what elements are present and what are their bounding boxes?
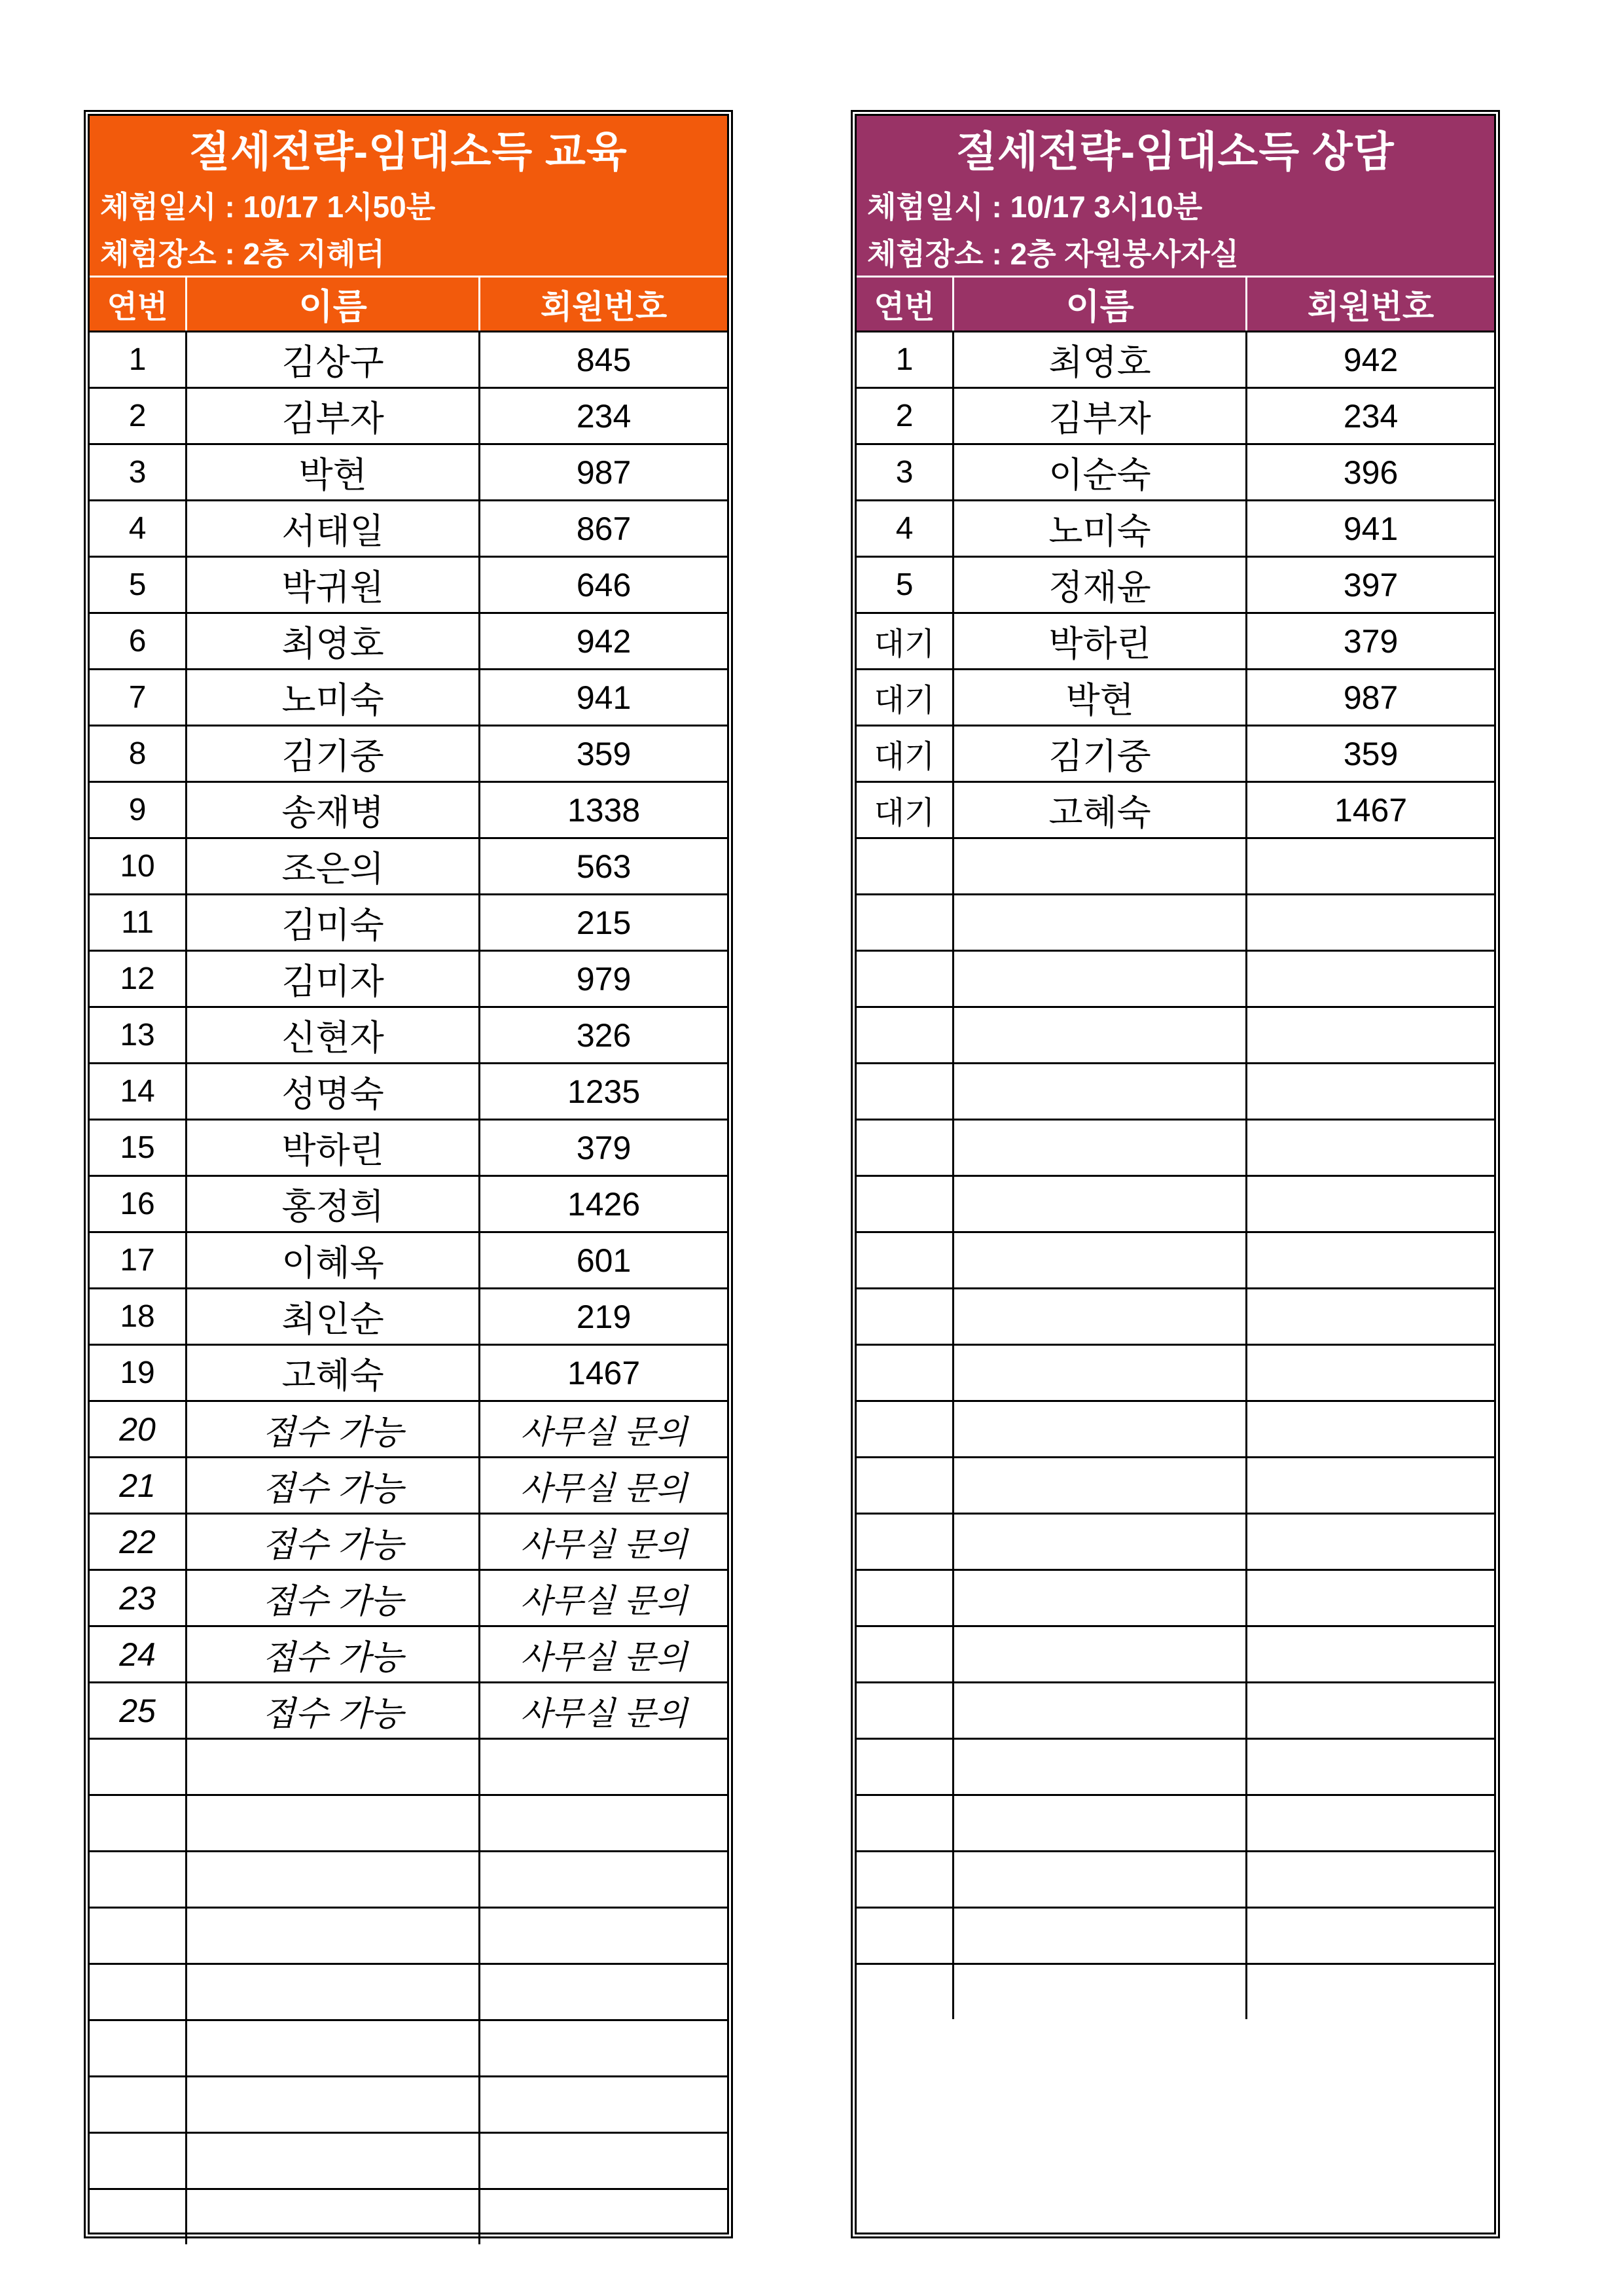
cell-name [952, 895, 1245, 950]
column-header-name: 이름 [952, 278, 1245, 331]
cell-no: 1 [895, 342, 914, 377]
cell-name: 조은의 [185, 839, 478, 893]
empty-row [857, 1456, 1494, 1513]
cell-no: 7 [128, 680, 147, 715]
session-location: 체험장소 : 2층 자원봉사자실 [867, 237, 1240, 271]
table-row [857, 387, 1494, 443]
cell-no: 2 [128, 399, 147, 433]
table-row [90, 499, 727, 556]
empty-row [90, 1963, 727, 2019]
cell-no [857, 1064, 952, 1119]
cell-member-number [1245, 1740, 1494, 1794]
cell-member-number [1245, 1458, 1494, 1513]
cell-no [857, 1121, 952, 1175]
cell-no: 대기 [874, 627, 935, 662]
cell-name [952, 1458, 1245, 1513]
empty-row [857, 1175, 1494, 1231]
cell-no: 3 [895, 455, 914, 490]
signup-table-consultation [851, 110, 1500, 2238]
cell-name [185, 1909, 478, 1963]
cell-no [857, 1683, 952, 1738]
cell-name: 박하린 [185, 1121, 478, 1175]
cell-member-number [478, 1796, 727, 1850]
cell-no: 대기 [874, 740, 935, 774]
cell-name [952, 1346, 1245, 1400]
table-row [90, 1006, 727, 1062]
empty-row [857, 1513, 1494, 1569]
table-title: 절세전략-임대소득 교육 [189, 128, 628, 175]
cell-member-number [478, 1909, 727, 1963]
cell-member-number: 987 [1245, 670, 1494, 725]
cell-name [185, 1852, 478, 1907]
cell-name: 접수 가능 [185, 1402, 478, 1456]
cell-name: 성명숙 [185, 1064, 478, 1119]
cell-member-number: 1426 [478, 1177, 727, 1231]
cell-no: 4 [895, 511, 914, 546]
cell-name [952, 1571, 1245, 1625]
cell-member-number: 397 [1245, 558, 1494, 612]
cell-member-number: 사무실 문의 [478, 1402, 727, 1456]
table-row [90, 1456, 727, 1513]
table-row [857, 668, 1494, 725]
table-row [90, 1344, 727, 1400]
table-row [857, 499, 1494, 556]
cell-name: 노미숙 [952, 501, 1245, 556]
cell-name [952, 1289, 1245, 1344]
cell-no [857, 1346, 952, 1400]
cell-no [857, 1909, 952, 1963]
cell-name [952, 1909, 1245, 1963]
empty-row [90, 1907, 727, 1963]
cell-member-number [478, 2077, 727, 2132]
cell-name [952, 1008, 1245, 1062]
cell-no [90, 1796, 185, 1850]
cell-member-number [1245, 1177, 1494, 1231]
cell-no: 대기 [874, 683, 935, 718]
cell-member-number: 979 [478, 952, 727, 1006]
table-row [90, 1625, 727, 1681]
cell-member-number: 1235 [478, 1064, 727, 1119]
cell-member-number: 379 [1245, 614, 1494, 668]
cell-no: 5 [895, 567, 914, 602]
column-header-row [857, 276, 1494, 331]
table-body [857, 331, 1494, 2233]
cell-member-number [478, 2134, 727, 2188]
cell-no [857, 1008, 952, 1062]
cell-member-number: 941 [1245, 501, 1494, 556]
table-row [857, 725, 1494, 781]
cell-name [185, 2190, 478, 2244]
cell-no [857, 839, 952, 893]
table-row [90, 668, 727, 725]
table-row [857, 781, 1494, 837]
cell-no [90, 1965, 185, 2019]
empty-row [857, 837, 1494, 893]
cell-no: 17 [120, 1243, 155, 1278]
cell-name [952, 1740, 1245, 1794]
cell-name: 접수 가능 [185, 1515, 478, 1569]
cell-no [857, 1571, 952, 1625]
cell-no [857, 1233, 952, 1287]
cell-member-number: 646 [478, 558, 727, 612]
cell-no: 9 [128, 793, 147, 827]
cell-no: 3 [128, 455, 147, 490]
cell-no: 23 [119, 1579, 156, 1617]
cell-name [952, 1177, 1245, 1231]
cell-member-number: 215 [478, 895, 727, 950]
cell-member-number: 1338 [478, 783, 727, 837]
empty-row [857, 893, 1494, 950]
cell-name: 고혜숙 [952, 783, 1245, 837]
table-row [90, 725, 727, 781]
cell-member-number [1245, 1571, 1494, 1625]
cell-no: 5 [128, 567, 147, 602]
cell-name: 김상구 [185, 332, 478, 387]
cell-no [857, 1965, 952, 2019]
cell-name [185, 1796, 478, 1850]
cell-member-number: 359 [1245, 726, 1494, 781]
cell-no: 20 [119, 1410, 156, 1448]
empty-row [90, 2019, 727, 2075]
cell-name: 홍정희 [185, 1177, 478, 1231]
cell-member-number [1245, 1796, 1494, 1850]
cell-no: 13 [120, 1018, 155, 1052]
cell-member-number [1245, 1683, 1494, 1738]
cell-no: 대기 [874, 796, 935, 831]
cell-no [857, 1515, 952, 1569]
cell-name: 최영호 [185, 614, 478, 668]
cell-member-number [1245, 1852, 1494, 1907]
cell-member-number: 396 [1245, 445, 1494, 499]
table-row [90, 612, 727, 668]
cell-member-number [478, 1852, 727, 1907]
cell-name: 김미자 [185, 952, 478, 1006]
cell-member-number [478, 1740, 727, 1794]
cell-no [90, 1852, 185, 1907]
cell-no [90, 1740, 185, 1794]
empty-row [857, 1625, 1494, 1681]
cell-no [90, 1909, 185, 1963]
table-row [90, 387, 727, 443]
cell-member-number: 1467 [478, 1346, 727, 1400]
empty-row [857, 1569, 1494, 1625]
cell-name [952, 1121, 1245, 1175]
column-header-name: 이름 [185, 278, 478, 331]
cell-name [952, 1515, 1245, 1569]
cell-member-number: 사무실 문의 [478, 1683, 727, 1738]
session-datetime: 체험일시 : 10/17 3시10분 [867, 190, 1203, 224]
table-header-block [857, 116, 1494, 331]
cell-name [952, 1627, 1245, 1681]
empty-row [857, 1963, 1494, 2019]
cell-member-number [1245, 1121, 1494, 1175]
cell-no: 19 [120, 1355, 155, 1390]
cell-member-number: 845 [478, 332, 727, 387]
cell-no: 16 [120, 1187, 155, 1221]
table-row [90, 1062, 727, 1119]
cell-member-number [1245, 1965, 1494, 2019]
cell-name [952, 839, 1245, 893]
cell-name: 정재윤 [952, 558, 1245, 612]
cell-member-number: 942 [1245, 332, 1494, 387]
cell-name: 노미숙 [185, 670, 478, 725]
cell-name: 접수 가능 [185, 1627, 478, 1681]
cell-name: 박하린 [952, 614, 1245, 668]
table-row [90, 1175, 727, 1231]
table-row [857, 331, 1494, 387]
cell-member-number: 941 [478, 670, 727, 725]
cell-no: 15 [120, 1130, 155, 1165]
session-datetime: 체험일시 : 10/17 1시50분 [100, 190, 436, 224]
empty-row [857, 1907, 1494, 1963]
cell-member-number: 사무실 문의 [478, 1458, 727, 1513]
empty-row [857, 1794, 1494, 1850]
column-header-row [90, 276, 727, 331]
cell-member-number [1245, 1008, 1494, 1062]
cell-no: 22 [119, 1523, 156, 1560]
empty-row [90, 2132, 727, 2188]
cell-member-number: 987 [478, 445, 727, 499]
empty-row [90, 1794, 727, 1850]
cell-member-number [478, 2021, 727, 2075]
cell-name [952, 1064, 1245, 1119]
cell-no [857, 1402, 952, 1456]
cell-no [857, 1627, 952, 1681]
cell-member-number [1245, 1627, 1494, 1681]
column-header-member: 회원번호 [478, 278, 727, 331]
cell-name [185, 2021, 478, 2075]
empty-row [90, 2075, 727, 2132]
table-row [857, 556, 1494, 612]
cell-name: 김기중 [185, 726, 478, 781]
empty-row [857, 1400, 1494, 1456]
cell-no [857, 1289, 952, 1344]
empty-row [90, 1738, 727, 1794]
cell-no [857, 1740, 952, 1794]
table-row [857, 443, 1494, 499]
cell-no: 10 [120, 849, 155, 884]
cell-name: 이혜옥 [185, 1233, 478, 1287]
cell-member-number [1245, 1909, 1494, 1963]
cell-member-number: 379 [478, 1121, 727, 1175]
empty-row [857, 1681, 1494, 1738]
cell-name: 고혜숙 [185, 1346, 478, 1400]
cell-name [952, 1233, 1245, 1287]
cell-no: 14 [120, 1074, 155, 1109]
cell-name: 접수 가능 [185, 1571, 478, 1625]
cell-member-number [1245, 1289, 1494, 1344]
cell-name [952, 952, 1245, 1006]
cell-member-number [1245, 1064, 1494, 1119]
column-header-no: 연번 [107, 290, 168, 325]
cell-name [952, 1683, 1245, 1738]
cell-name [952, 1796, 1245, 1850]
cell-name: 박귀원 [185, 558, 478, 612]
cell-name: 이순숙 [952, 445, 1245, 499]
cell-name: 최영호 [952, 332, 1245, 387]
table-row [90, 950, 727, 1006]
cell-member-number: 942 [478, 614, 727, 668]
table-row [90, 893, 727, 950]
cell-member-number: 563 [478, 839, 727, 893]
cell-no: 4 [128, 511, 147, 546]
cell-member-number: 사무실 문의 [478, 1627, 727, 1681]
cell-name [952, 1402, 1245, 1456]
table-row [90, 331, 727, 387]
cell-name: 김부자 [185, 389, 478, 443]
empty-row [857, 1062, 1494, 1119]
cell-no: 25 [119, 1692, 156, 1729]
cell-name [952, 1852, 1245, 1907]
table-header-block [90, 116, 727, 331]
cell-name: 접수 가능 [185, 1458, 478, 1513]
table-row [90, 837, 727, 893]
empty-row [857, 1850, 1494, 1907]
cell-name: 최인순 [185, 1289, 478, 1344]
cell-name [952, 1965, 1245, 2019]
cell-member-number [1245, 1402, 1494, 1456]
cell-member-number [1245, 1233, 1494, 1287]
table-row [90, 556, 727, 612]
cell-member-number: 234 [1245, 389, 1494, 443]
cell-no: 1 [128, 342, 147, 377]
cell-name [185, 2077, 478, 2132]
cell-member-number: 234 [478, 389, 727, 443]
empty-row [857, 1231, 1494, 1287]
cell-member-number [1245, 1515, 1494, 1569]
cell-name: 신현자 [185, 1008, 478, 1062]
cell-no: 11 [121, 905, 154, 940]
cell-name: 송재병 [185, 783, 478, 837]
cell-name: 박현 [952, 670, 1245, 725]
cell-member-number: 1467 [1245, 783, 1494, 837]
cell-member-number: 359 [478, 726, 727, 781]
cell-no [90, 2190, 185, 2244]
cell-member-number [1245, 1346, 1494, 1400]
column-header-member: 회원번호 [1245, 278, 1494, 331]
cell-no [90, 2134, 185, 2188]
cell-no [857, 1177, 952, 1231]
cell-no: 24 [119, 1636, 156, 1673]
cell-member-number: 219 [478, 1289, 727, 1344]
cell-member-number: 867 [478, 501, 727, 556]
cell-no: 6 [128, 624, 147, 658]
cell-no [857, 952, 952, 1006]
cell-name [185, 2134, 478, 2188]
empty-row [857, 1344, 1494, 1400]
cell-no: 12 [120, 961, 155, 996]
table-row [90, 1119, 727, 1175]
cell-member-number [1245, 895, 1494, 950]
cell-no: 2 [895, 399, 914, 433]
empty-row [857, 1119, 1494, 1175]
cell-no [90, 2077, 185, 2132]
cell-name [185, 1965, 478, 2019]
empty-row [90, 2188, 727, 2244]
cell-member-number [1245, 952, 1494, 1006]
column-header-no: 연번 [874, 290, 935, 325]
table-body [90, 331, 727, 2244]
cell-member-number: 601 [478, 1233, 727, 1287]
cell-no: 18 [120, 1299, 155, 1334]
table-row [90, 443, 727, 499]
table-row [90, 1231, 727, 1287]
table-row [90, 1400, 727, 1456]
cell-name: 서태일 [185, 501, 478, 556]
empty-row [857, 1006, 1494, 1062]
cell-member-number [478, 1965, 727, 2019]
cell-no: 8 [128, 736, 147, 771]
cell-name: 김기중 [952, 726, 1245, 781]
cell-name: 김부자 [952, 389, 1245, 443]
empty-row [857, 1738, 1494, 1794]
cell-name: 접수 가능 [185, 1683, 478, 1738]
cell-member-number: 사무실 문의 [478, 1571, 727, 1625]
session-location: 체험장소 : 2층 지혜터 [100, 237, 385, 271]
empty-row [857, 1287, 1494, 1344]
empty-row [90, 1850, 727, 1907]
table-row [90, 1569, 727, 1625]
table-row [857, 612, 1494, 668]
cell-no: 21 [119, 1467, 156, 1504]
cell-no [857, 1458, 952, 1513]
table-row [90, 1681, 727, 1738]
cell-member-number [1245, 839, 1494, 893]
cell-name [185, 1740, 478, 1794]
cell-member-number [478, 2190, 727, 2244]
empty-row [857, 950, 1494, 1006]
cell-no [857, 895, 952, 950]
table-title: 절세전략-임대소득 상담 [956, 128, 1395, 175]
cell-member-number: 326 [478, 1008, 727, 1062]
cell-no [90, 2021, 185, 2075]
table-row [90, 1287, 727, 1344]
cell-no [857, 1852, 952, 1907]
cell-no [857, 1796, 952, 1850]
table-row [90, 781, 727, 837]
cell-member-number: 사무실 문의 [478, 1515, 727, 1569]
cell-name: 김미숙 [185, 895, 478, 950]
table-row [90, 1513, 727, 1569]
signup-table-education [84, 110, 733, 2238]
cell-name: 박현 [185, 445, 478, 499]
